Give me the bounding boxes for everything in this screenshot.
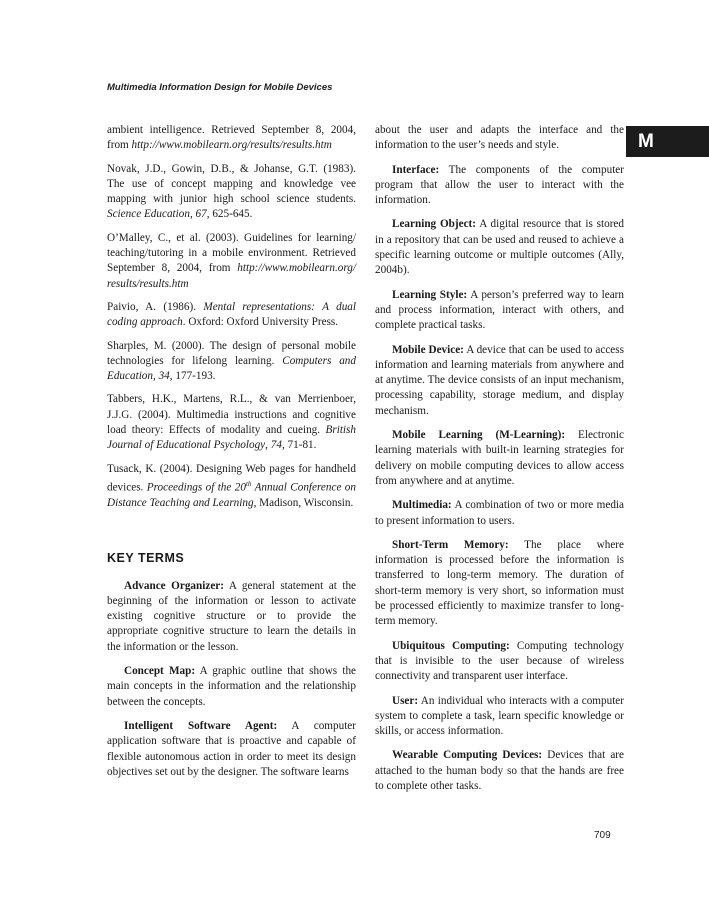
reference-italic-text: Computers and Education, 34 bbox=[107, 354, 356, 383]
key-term-entry bbox=[375, 694, 624, 740]
key-term-definition: An individual who interacts with a computer system to complete a task, learn specific knowledge or skills, or access information. bbox=[375, 694, 624, 738]
reference-italic-text: http://www.mobilearn.org/ results/results.htm bbox=[107, 262, 356, 290]
reference-entry bbox=[107, 392, 356, 453]
reference-entry bbox=[107, 123, 356, 154]
key-term-entry bbox=[375, 538, 624, 630]
key-term-definition: A computer application software that is proactive and capable of flexible autonomous action in order to meet its design objectives set out by the designer. The software learns bbox=[107, 719, 356, 778]
key-term-entry bbox=[375, 343, 624, 419]
reference-text: Novak, J.D., Gowin, D.B., & Johanse, G.T. (1983). The use of concept mapping and knowledge vee mapping with junior high school science students. bbox=[107, 162, 356, 206]
key-term-definition: A digital resource that is stored in a repository that can be used and reused to achieve a specific learning outcome or multiple outcomes (Ally, 2004b). bbox=[375, 218, 624, 277]
reference-entry bbox=[107, 462, 356, 512]
reference-italic-text: Mental representations: A dual coding approach bbox=[107, 300, 356, 329]
key-term-definition: The place where information is processed before the information is transferred to long-term memory. The duration of short-term memory is very short, so information must be processed efficiently to maximize transfer to long-term memory. bbox=[375, 538, 624, 628]
reference-italic-text: Science Education bbox=[107, 208, 190, 221]
reference-text: Sharples, M. (2000). The design of personal mobile technologies for lifelong learning. bbox=[107, 339, 356, 367]
reference-italic-text: British Journal of Educational Psychology bbox=[107, 424, 356, 452]
key-term-definition: Computing technology that is invisible to the user because of wireless connectivity and transparent user interface. bbox=[375, 639, 625, 683]
key-term-entry bbox=[375, 288, 624, 334]
key-term-name: Advance Organizer: bbox=[124, 579, 224, 592]
key-term-definition: A device that can be used to access information and learning materials from anywhere and at anytime. The device consists of an input mechanism, processing capability, storage medium, and display mechanism. bbox=[375, 343, 624, 417]
reference-entry bbox=[107, 162, 356, 223]
references-list bbox=[107, 123, 356, 511]
reference-italic-text: Proceedings of the 20 bbox=[146, 481, 246, 494]
key-term-entry bbox=[375, 748, 624, 794]
key-term-entry bbox=[375, 498, 624, 529]
key-term-definition: A person’s preferred way to learn and process information, interact with others, and complete practical tasks. bbox=[375, 288, 624, 332]
reference-text: Tabbers, H.K., Martens, R.L., & van Merrienboer, J.J.G. (2004). Multimedia instructions and cognitive load theory: Effects of modality and cueing. bbox=[107, 393, 356, 437]
key-term-name: Ubiquitous Computing: bbox=[392, 639, 510, 652]
key-term-name: Learning Style: bbox=[392, 288, 468, 301]
page-number: 709 bbox=[594, 830, 611, 841]
key-term-definition: Devices that are attached to the human body so that the hands are free to complete other tasks. bbox=[375, 749, 624, 792]
key-term-name: Short-Term Memory: bbox=[392, 538, 509, 551]
reference-text: O’Malley, C., et al. (2003). Guidelines for learning/ teaching/tutoring in a mobile environment. Retrieved September 8, 2004, from bbox=[107, 231, 356, 275]
key-term-entry bbox=[107, 664, 356, 710]
reference-text: , Madison, Wisconsin. bbox=[253, 496, 354, 509]
key-term-definition: A combination of two or more media to present information to users. bbox=[375, 499, 624, 527]
right-column bbox=[375, 123, 624, 803]
key-term-entry bbox=[375, 639, 624, 685]
key-term-name: Multimedia: bbox=[392, 499, 452, 512]
key-term-definition: A general statement at the beginning of the information or lesson to activate existing cognitive structure or to provide the appropriate cognitive structure to learn the details in the information or the lesson. bbox=[107, 579, 357, 653]
left-key-terms bbox=[107, 579, 356, 781]
reference-entry bbox=[107, 231, 356, 292]
key-term-name: Interface: bbox=[392, 163, 440, 176]
term-continuation: about the user and adapts the interface and the information to the user’s needs and style. bbox=[375, 124, 624, 152]
section-tab-m: M bbox=[626, 126, 709, 157]
key-term-definition: Electronic learning materials with built-in learning strategies for delivery on mobile computing devices to allow access from anywhere and at anytime. bbox=[375, 429, 624, 487]
right-key-terms bbox=[375, 163, 624, 795]
reference-entry bbox=[107, 300, 356, 331]
reference-italic-text: http://www.mobilearn.org/results/results.htm bbox=[131, 139, 332, 152]
key-term-name: Intelligent Software Agent: bbox=[124, 719, 278, 732]
reference-text: . Oxford: Oxford University Press. bbox=[182, 316, 339, 329]
reference-text: , 71-81. bbox=[281, 439, 317, 452]
key-term-entry bbox=[107, 579, 356, 655]
key-term-name: Concept Map: bbox=[124, 665, 196, 678]
key-terms-heading: KEY TERMS bbox=[107, 551, 185, 566]
reference-text: Paivio, A. (1986). bbox=[107, 300, 204, 313]
reference-text: , bbox=[189, 208, 196, 221]
key-term-definition: A graphic outline that shows the main concepts in the information and the relationship between the concepts. bbox=[107, 665, 356, 708]
key-term-entry bbox=[375, 217, 624, 278]
key-term-definition: The components of the computer program that allow the user to interact with the information. bbox=[375, 163, 624, 207]
key-term-name: Mobile Learning (M-Learning): bbox=[392, 429, 566, 442]
reference-italic-text: Annual Conference on Distance Teaching and Learning bbox=[107, 481, 356, 509]
reference-italic-text: th bbox=[245, 479, 252, 488]
reference-entry bbox=[107, 339, 356, 385]
key-term-entry bbox=[375, 428, 624, 489]
key-term-name: Wearable Computing Devices: bbox=[392, 749, 543, 762]
left-column bbox=[107, 123, 356, 789]
reference-text: Tusack, K. (2004). Designing Web pages for handheld devices. bbox=[107, 462, 356, 494]
running-header: Multimedia Information Design for Mobile Devices bbox=[107, 82, 333, 93]
reference-italic-text: 67 bbox=[195, 208, 207, 221]
key-term-entry bbox=[375, 163, 624, 209]
reference-text: , 177-193. bbox=[169, 370, 216, 383]
key-term-name: User: bbox=[392, 694, 419, 707]
reference-text: , bbox=[265, 439, 271, 452]
key-term-name: Learning Object: bbox=[392, 218, 477, 231]
reference-text: , 625-645. bbox=[206, 208, 253, 221]
key-term-entry bbox=[107, 719, 356, 780]
reference-text: ambient intelligence. Retrieved September 8, 2004, from bbox=[107, 124, 356, 152]
reference-italic-text: 74 bbox=[270, 439, 282, 452]
key-term-name: Mobile Device: bbox=[392, 343, 464, 356]
